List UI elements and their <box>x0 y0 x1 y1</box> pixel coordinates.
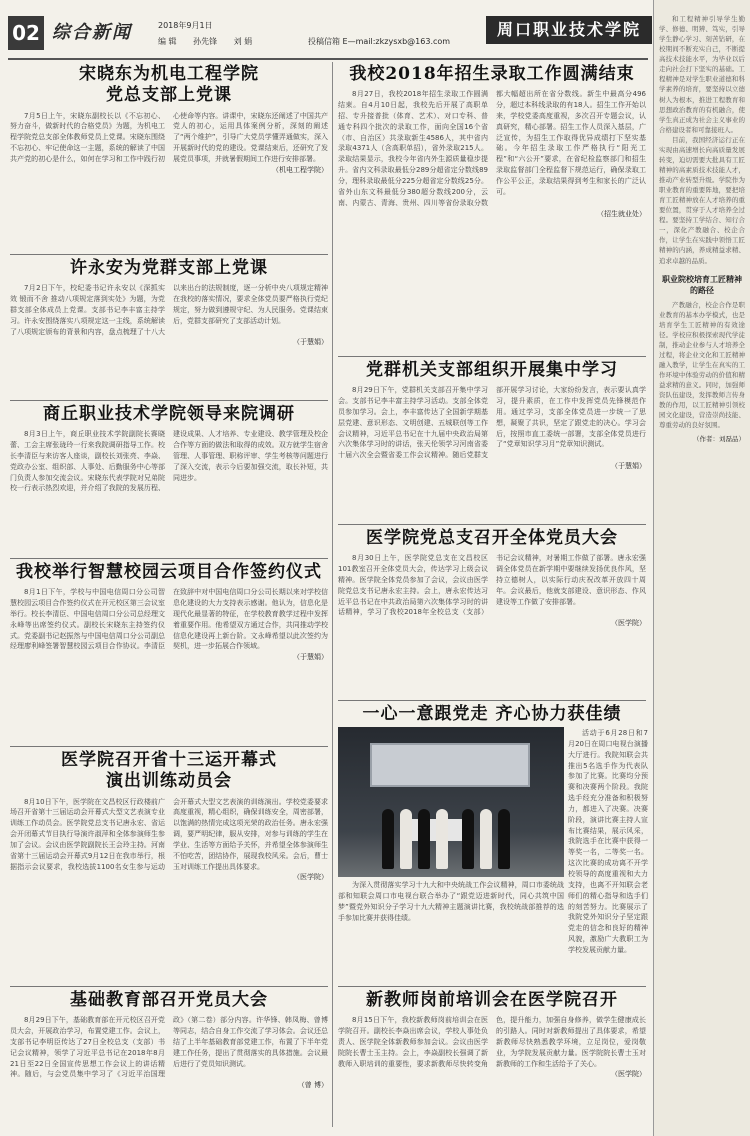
article-body: 8月10日下午，医学院在文昌校区行政楼前广场召开省第十三届运动会开幕式大型文艺表演专业训练工作动员会。医学院党总支书记唐永宏、省运会开闭幕式节目执行导演许淑萍和全体参演师生参加了会议。会议由医学院副院长王会玲主持。河南省第十三届运动会开幕式9月12日在我市举行，根据指示会议要求，我校选拔1100名女生参与运动会开幕式大型文艺表演的训练演出。学校党委要求高度重视，精心组织，确保训练安全，周密部署，以饱满的热情完成这项光荣的政治任务。唐永宏强调，要严明纪律，服从安排，对参与训练的学生在学业、生活等方面给予关怀，并希望全体参演师生不怕吃苦，团结协作，展现我校风采。会后，曹士玉对训练工作提出具体要求。 <box>10 797 328 871</box>
article-byline: （于慧娟） <box>611 462 646 471</box>
article-separator <box>10 558 328 559</box>
article-new-teacher <box>338 990 646 1130</box>
sidebar-byline: （作者：刘磊品） <box>693 435 745 444</box>
submission-email: 投稿信箱 E—mail:zkzysxb@163.com <box>308 37 451 46</box>
article-title: 党群机关支部组织开展集中学习 <box>366 360 618 380</box>
article-byline: （曾 博） <box>297 1081 328 1090</box>
article-title: 宋晓东为机电工程学院 党总支部上党课 <box>79 64 259 106</box>
article-separator <box>10 986 328 987</box>
article-song <box>10 64 328 254</box>
column-divider <box>332 62 333 1127</box>
article-title: 新教师岗前培训会在医学院召开 <box>366 990 618 1010</box>
photo-banner <box>370 743 530 787</box>
article-title: 我校2018年招生录取工作圆满结束 <box>349 64 635 84</box>
article-title: 基础教育部召开党员大会 <box>70 990 268 1010</box>
article-party-org <box>338 360 646 522</box>
article-body: 8月29日下午，党群机关支部召开集中学习会。支部书记李丰富主持学习活动。支部全体党员参加学习。会上，李丰富传达了全国新学期基层党建、意识形态、文明创建、五城联创等工作会议精神，习近平总书记在十九届中央政治局第六次集体学习时的讲话，张天伦领学习河南省委十届六次全会暨省委工作会议精神。随后党群支部开展学习讨论，大家纷纷发言，表示要认真学习，提升素质，在工作中发挥党员先锋模范作用。通过学习，支部全体党员进一步统一了思想，凝聚了共识，坚定了跟党走的决心。学习会后，按照市直工委统一部署，支部全体党员进行了“党章知识学习月”党章知识测试。 <box>338 386 646 460</box>
photo-person <box>382 809 394 869</box>
article-basic-edu <box>10 990 328 1130</box>
photo-person <box>498 809 510 869</box>
article-body: 8月27日，我校2018年招生录取工作圆满结束。自4月10日起，我校先后开展了高职单招、专升接普批（体育、艺术）、对口专科、普通专科四个批次的录取工作，面向全国16个省（市、自治区）共录取新生4586人，其中省内录取4371人（含高职单招），省外录取215人。录取结果显示，我校今年省内外生源质量稳步提升。省内文科录取最低分289分超省定分数线89分，理科录取最低分225分超省定分数线25分。省外山东文科最低分380超分数线200分，云南、内蒙古、青海、贵州、四川等省份录取分数都大幅超出所在省分数线。新生中最高分496分，超过本科线录取的有18人。招生工作开始以来，学校党委高度重视，多次召开专题会议，认真研究，精心部署。招生工作人员深入基层，广泛宣传，为招生工作取得优异成绩打下坚实基础。今年招生录取工作严格执行“阳光工程”和“六公开”要求，在省纪检监察部门和招生录取监督部门全程监督下规范运行，确保录取工作公平公正，录取结果得到考生和家长的广泛认可。 <box>338 90 646 207</box>
photo-person <box>436 809 448 869</box>
article-byline: （于慧娟） <box>293 338 328 347</box>
issue-date: 2018年9月1日 <box>158 21 213 30</box>
article-separator <box>338 986 646 987</box>
article-body: 8月3日上午，商丘职业技术学院副院长赛晓蕾、工会主席张珑玲一行来我院调研指导工作。校长李清臣与来访客人座谈，副校长刘张亮、李焱、党政办公室、组织部、人事处、后勤服务中心等部门负责人参加交流会议。宋晓东代表学院对兄弟院校一行表示热烈欢迎，并介绍了我院的发展历程、建设成果、人才培养、专业建设、教学管理及校企合作等方面的做法和取得的成效。双方就学生宿舍管理、人事管理、职称评审、学生考核等问题进行了深入交流，表示今后要加强交流，取长补短，共同进步。 <box>10 430 328 493</box>
page-header <box>8 14 648 62</box>
sidebar-article: 和工程精神引导学生勤学、修德、明辨、笃实，引导学生静心学习、刻苦钻研，在校期间不断充实自己，不断提高技术技能水平，为毕业以后走向社会打下坚实的基础。工程精神是对学生职业道德和科学素养的培育，要坚持以立德树人为根本，推进工程教育和思想政治教育的有机融合，使学生真正成为社会主义事业的合格建设者和可靠接班人。 目前，我国经济运行正在实现由高速增长向高质量发展转变，迫切需要大批具有工匠精神的高素质技术技能人才，推动产业转型升级。学院作为职业教育的重要阵地，要把培育工匠精神放在人才培养的重要位置，贯穿于人才培养全过程。要坚持工学结合、知行合一，深化产教融合、校企合作，让学生在实践中领悟工匠精神的内涵，养成精益求精、追求卓越的品质。 职业院校培育工匠精神的路径 产教融合，校企合作是职业教育的基本办学模式，也是培育学生工匠精神的有效途径。学校应积极探索现代学徒制，推动企业参与人才培养全过程，将企业文化和工匠精神融入教学，让学生在真实的工作环境中体验劳动的价值和精益求精的意义。同时，加强师资队伍建设，发挥教师言传身教的作用，以工匠精神引领校园文化建设，营造崇尚技能、尊重劳动的良好氛围。 （作者：刘磊品） <box>659 15 745 444</box>
sidebar-subtitle: 职业院校培育工匠精神的路径 <box>662 274 742 295</box>
article-body: 8月30日上午，医学院党总支在文昌校区101教室召开全体党员大会，传达学习上级会议精神。医学院全体党员参加了会议，会议由医学院党总支书记唐永宏主持。会上，唐永宏传达习近平总书记在中共政治局第六次集体学习时的讲话精神，学习了我校2018年全校总支（支部）书记会议精神，对暑期工作做了部署。唐永宏强调全体党员在新学期中要继续发扬优良作风，坚持立德树人，以实际行动庆祝改革开放四十周年。会议最后，他就支部建设、意识形态、作风建设等工作做了安排部署。 <box>338 554 646 617</box>
right-sidebar <box>653 0 750 1136</box>
article-united-body: 活动于6月28日和7月20日在周口电视台演播大厅进行。我院知联会共推出5名选手作为代表队参加了比赛。比赛均分预赛和决赛两个阶段。我院选手经充分准备和积极努力，都进入了决赛。决赛阶段，演讲比赛主持人宣布比赛结果，展示风采，我院选手在比赛中获得一等奖一名，二等奖一名。这次比赛的成功离不开学校领导的高度重视和大力支持，也离不开知联会老师们的精心指导和选手们的刻苦努力。比赛展示了我院党外知识分子坚定跟党走的信念和良好的精神风貌，激励广大教职工为学校发展贡献力量。 <box>568 729 648 954</box>
article-title: 许永安为党群支部上党课 <box>70 258 268 278</box>
article-shangqiu <box>10 404 328 554</box>
page-number: 02 <box>8 16 44 50</box>
article-body: 8月15日下午，我校新教师岗前培训会在医学院召开。副校长李焱出席会议，学校人事处负责人、医学院全体新教师参加会议。会议由医学院院长曹士玉主持。会上，李焱副校长强调了新教师入职培训的重要性，要求新教师尽快转变角色，提升能力，加强自身修养，做学生健康成长的引路人。同时对新教师提出了具体要求，希望新教师尽快熟悉教学环境，立足岗位，爱岗敬业，为学院发展贡献力量。医学院院长曹士玉对新教师的工作和生活给予了关心。 <box>338 1016 646 1068</box>
editor-name: 孙先锋 <box>193 37 218 46</box>
article-separator <box>10 400 328 401</box>
article-byline: （医学院） <box>611 1070 646 1079</box>
article-separator <box>338 524 646 525</box>
article-separator <box>10 746 328 747</box>
article-byline: （医学院） <box>611 619 646 628</box>
article-smart-campus <box>10 562 328 744</box>
editor-name-2: 刘 娟 <box>233 37 253 46</box>
article-body: 7月5日上午，宋晓东副校长以《不忘初心、努力奋斗，做新时代的合格党员》为题，为机电工程学院党总支部全体教师党员上党课。宋晓东围绕不忘初心、牢记使命这一主题，系统的解读了中国共产党的初心是什么，如何在学习和工作中践行初心使命等内容。讲课中，宋晓东还阐述了中国共产党人的初心，运用具体案例分析，深刻的阐述了“两个维护”，引导广大党员学懂弄通做实，深入开展新时代的党的建设。党课结束后，还研究了发展党员事项，并就暑假期间工作进行安排部署。 <box>10 111 328 163</box>
article-united-headline <box>338 704 646 726</box>
photo-caption: 为深入贯彻落实学习十九大和中央统战工作会议精神，周口市委统战部和知联会周口市电视台联合举办了“跟党迈进新时代，同心共筑中国梦”暨党外知识分子学习十九大精神主题演讲比赛，我校统战部推荐的选手参加比赛并获得佳绩。 <box>338 881 564 922</box>
article-byline: （医学院） <box>293 873 328 882</box>
article-body: 8月1日下午，学校与中国电信周口分公司智慧校园云项目合作签约仪式在开元校区第三会议室举行。校长李清臣、中国电信周口分公司总经理文永峰等出席签约仪式。副校长宋晓东主持签约仪式。党委副书记赵振然与中国电信周口分公司副总经理廖利峰签署智慧校园云项目合作协议。李清臣在致辞中对中国电信周口分公司长期以来对学校信息化建设的大力支持表示感谢。他认为，信息化是现代化最显著的特征，在学校教育教学过程中发挥着重要作用。他希望双方通过合作，共同推动学校信息化建设再上新台阶。文永峰希望以此次签约为契机，进一步拓展合作领域。 <box>10 588 328 651</box>
editor-label: 编 辑 <box>158 37 177 46</box>
photo-person <box>418 809 430 869</box>
article-medical-motion <box>10 750 328 982</box>
event-photo <box>338 727 564 877</box>
article-separator <box>10 254 328 255</box>
article-xu <box>10 258 328 398</box>
section-title: 综合新闻 <box>52 22 132 43</box>
article-enrollment <box>338 64 646 354</box>
article-byline: （机电工程学院） <box>272 165 328 174</box>
article-body: 7月2日下午，校纪委书记许永安以《深抓实效 锻而不舍 推动八项规定落到实处》为题，为党群支部全体成员上党课。支部书记李丰富主持学习。许永安围绕落实八项规定这一主线，系统解读了八项规定颁布的背景和内容，盘点梳理了十八大以来出台的法规制度，逐一分析中央八项规定精神在我校的落实情况，要求全体党员要严格执行党纪规定，努力做到遵规守纪、为人民服务。党课结束后，党群支部研究了支部活动计划。 <box>10 284 328 336</box>
article-body: 8月29日下午，基础教育部在开元校区召开党员大会，开展政治学习，布置党建工作。会议上，支部书记李明臣传达了27日全校总支（支部）书记会议精神，领学了习近平总书记在2018年8月21日至22日全国宣传思想工作会议上的讲话精神。随后，与会党员集中学习了《习近平治国理政》（第二卷）部分内容。许华锋、韩凤梅、曾博等同志，结合自身工作交流了学习体会。会议还总结了上半年基础教育部党建工作，布置了下半年党建工作任务，提出了贯彻落实的具体措施。会议最后进行了党员知识测试。 <box>10 1016 328 1079</box>
photo-person <box>480 809 492 869</box>
article-separator <box>338 700 646 701</box>
article-title: 医学院党总支召开全体党员大会 <box>366 528 618 548</box>
article-byline: （招生就业处） <box>597 209 646 218</box>
masthead: 周口职业技术学院 <box>486 16 652 44</box>
photo-person <box>400 809 412 869</box>
article-medical-party <box>338 528 646 698</box>
article-title: 我校举行智慧校园云项目合作签约仪式 <box>16 562 322 582</box>
header-divider <box>8 58 648 60</box>
article-separator <box>338 356 646 357</box>
article-title: 一心一意跟党走 齐心协力获佳绩 <box>362 704 622 724</box>
article-title: 商丘职业技术学院领导来院调研 <box>43 404 295 424</box>
editor-credits <box>158 36 266 47</box>
article-byline: （于慧娟） <box>293 653 328 662</box>
photo-person <box>462 809 474 869</box>
article-title: 医学院召开省十三运开幕式 演出训练动员会 <box>61 750 277 792</box>
